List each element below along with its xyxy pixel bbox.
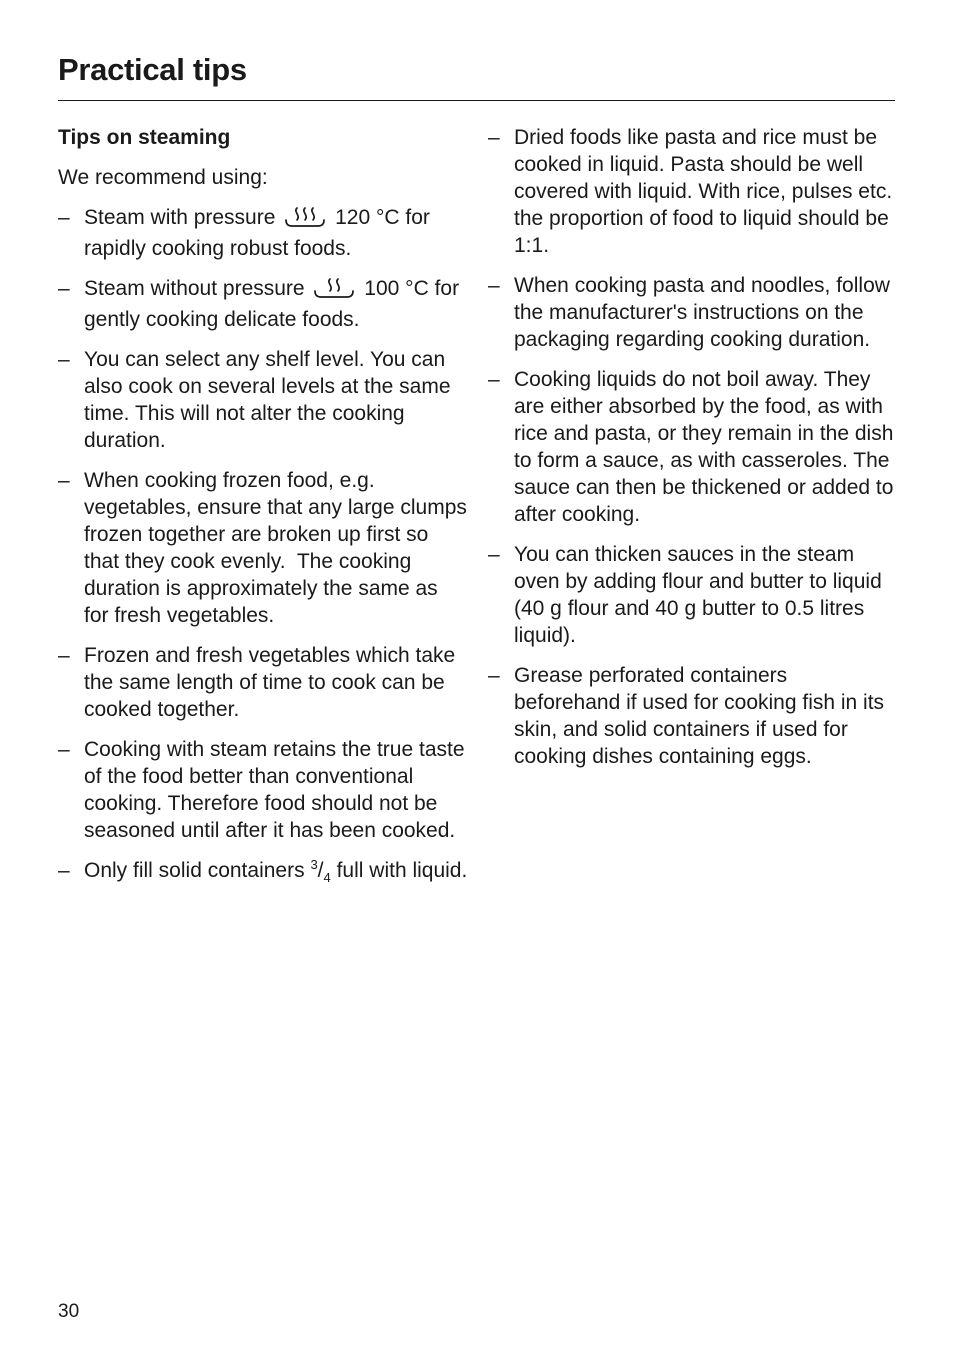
- bullet-dash: –: [58, 206, 70, 229]
- bullet-dash: –: [58, 738, 70, 761]
- bullet-dash: –: [488, 543, 500, 566]
- list-item: [58, 275, 468, 333]
- list-item: [58, 467, 473, 629]
- fraction-denominator: 4: [323, 870, 331, 886]
- list-item: [58, 204, 468, 262]
- intro-text: We recommend using:: [58, 166, 268, 189]
- list-item: [488, 124, 898, 259]
- page-title: Practical tips: [58, 52, 247, 87]
- item-text: Frozen and fresh vegetables which take the same length of time to cook can be cooked together.: [84, 644, 456, 721]
- bullet-dash: –: [58, 859, 70, 882]
- list-item: [488, 272, 898, 353]
- item-text: You can thicken sauces in the steam oven by adding flour and butter to liquid (40 g flour and 40 g butter to 0.5 litres liquid).: [514, 543, 882, 647]
- bullet-dash: –: [488, 368, 500, 391]
- steam-with-pressure-icon: [284, 206, 326, 235]
- list-item: [58, 736, 468, 844]
- bullet-dash: –: [58, 348, 70, 371]
- bullet-dash: –: [488, 126, 500, 149]
- list-item: [488, 366, 898, 528]
- item-text: Steam without pressure: [84, 277, 305, 300]
- item-text: 120 °C for rapidly cooking robust foods.: [84, 206, 430, 260]
- list-item: [58, 346, 468, 454]
- fraction-slash: /: [317, 859, 324, 882]
- steam-without-pressure-icon: [313, 277, 355, 306]
- item-text: 100 °C for gently cooking delicate foods.: [84, 277, 460, 331]
- item-text: When cooking pasta and noodles, follow the manufacturer's instructions on the packaging regarding cooking duration.: [514, 274, 890, 351]
- item-text: Dried foods like pasta and rice must be cooked in liquid. Pasta should be well covered with liquid. With rice, pulses etc. the proportion of food to liquid should be 1:1.: [514, 126, 893, 257]
- right-column: [488, 124, 898, 783]
- section-heading: Tips on steaming: [58, 126, 231, 149]
- tips-list-right: [488, 124, 898, 770]
- bullet-dash: –: [58, 644, 70, 667]
- item-text: Grease perforated containers beforehand if used for cooking fish in its skin, and solid containers if used for cooking dishes containing eggs.: [514, 664, 885, 768]
- bullet-dash: –: [58, 469, 70, 492]
- bullet-dash: –: [488, 274, 500, 297]
- page-number: 30: [58, 1301, 80, 1322]
- item-text: full with liquid.: [336, 859, 468, 882]
- item-text: When cooking frozen food, e.g. vegetables, ensure that any large clumps frozen together are broken up first so that they cook evenly. The cooking duration is approximately the same as for fresh vegetables.: [84, 469, 473, 627]
- bullet-dash: –: [58, 277, 70, 300]
- list-item: [58, 857, 468, 884]
- tips-list-left: [58, 204, 473, 886]
- list-item: [58, 642, 468, 723]
- item-text: Steam with pressure: [84, 206, 276, 229]
- item-text: Only fill solid containers: [84, 859, 305, 882]
- item-text: You can select any shelf level. You can also cook on several levels at the same time. This will not alter the cooking duration.: [84, 348, 451, 452]
- list-item: [488, 541, 898, 649]
- bullet-dash: –: [488, 664, 500, 687]
- fraction-numerator: 3: [310, 857, 318, 872]
- list-item: [488, 662, 898, 770]
- item-text: Cooking liquids do not boil away. They are either absorbed by the food, as with rice and pasta, or they remain in the dish to form a sauce, as with casseroles. The sauce can then be thickened or added to after cooking.: [514, 368, 894, 526]
- left-column: [58, 124, 473, 897]
- item-text: Cooking with steam retains the true taste of the food better than conventional cooking. Therefore food should not be seasoned until after it has been cooked.: [84, 738, 465, 842]
- title-divider: [58, 100, 895, 101]
